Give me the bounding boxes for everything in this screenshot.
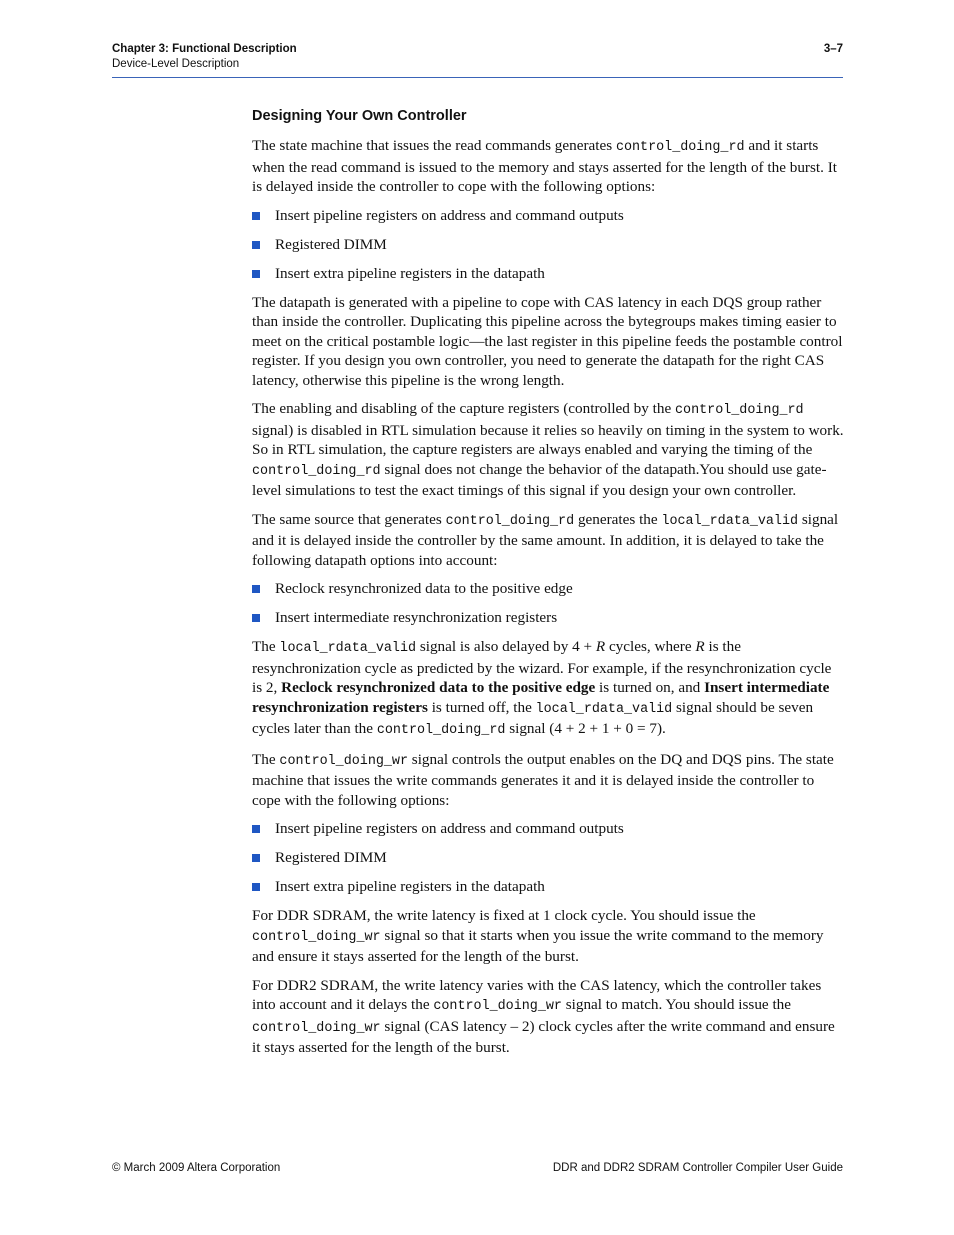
list-item: Registered DIMM: [252, 848, 844, 868]
square-bullet-icon: [252, 825, 260, 833]
code-signal: local_rdata_valid: [661, 513, 799, 529]
footer-copyright: © March 2009 Altera Corporation: [112, 1162, 281, 1174]
code-signal: control_doing_wr: [433, 999, 562, 1014]
square-bullet-icon: [252, 241, 260, 249]
paragraph-6: The control_doing_wr signal controls the output enables on the DQ and DQS pins. The state machine that issues the write commands generates it and it is delayed inside the controller to cope with the following options:: [252, 750, 834, 809]
square-bullet-icon: [252, 585, 260, 593]
square-bullet-icon: [252, 614, 260, 622]
code-signal: control_doing_rd: [252, 463, 381, 479]
paragraph-4: The same source that generates control_doing_rd generates the local_rdata_valid signal and it is delayed inside the controller by the same amount. In addition, it is delayed to take the following datapath options into account:: [252, 510, 839, 569]
options-list-1: [252, 206, 844, 284]
page-number: 3–7: [823, 43, 843, 55]
page-content: [252, 106, 844, 1067]
paragraph-3: The enabling and disabling of the capture registers (controlled by the control_doing_rd signal) is disabled in RTL simulation because it relies so heavily on timing in the system to work. So in RTL simulation, the capture registers are always enabled and varying the timing of the control_doing_rd signal does not change the behavior of the datapath.You should use gate-level simulations to test the exact timings of this signal if you design your own controller.: [252, 400, 844, 499]
list-item: Insert pipeline registers on address and command outputs: [252, 206, 844, 226]
square-bullet-icon: [252, 854, 260, 862]
square-bullet-icon: [252, 883, 260, 891]
square-bullet-icon: [252, 270, 260, 278]
code-signal: control_doing_rd: [615, 140, 745, 155]
code-signal: control_doing_wr: [279, 753, 408, 769]
section-heading: Designing Your Own Controller: [252, 108, 467, 124]
list-item: Insert extra pipeline registers in the datapath: [252, 264, 844, 284]
list-item: Reclock resynchronized data to the positive edge: [252, 579, 844, 599]
paragraph-1: The state machine that issues the read commands generates control_doing_rd and it starts when the read command is issued to the memory and stays asserted for the length of the burst. It is delayed inside the controller to cope with the following options:: [252, 137, 837, 195]
code-signal: local_rdata_valid: [535, 701, 673, 717]
paragraph-8: For DDR2 SDRAM, the write latency varies with the CAS latency, which the controller takes into account and it delays the control_doing_wr signal to match. You should issue the control_doing_wr signal (CAS latency – 2) clock cycles after the write command and ensure it stays asserted for the length of the burst.: [252, 976, 835, 1056]
paragraph-5: The local_rdata_valid signal is also delayed by 4 + R cycles, where R is the resynchronization cycle as predicted by the wizard. For example, if the resynchronization cycle is 2, Reclock resynchronized data to the positive edge is turned on, and Insert intermediate resynchronization registers is turned off, the local_rdata_valid signal should be seven cycles later than the control_doing_rd signal (4 + 2 + 1 + 0 = 7).: [252, 638, 832, 738]
code-signal: local_rdata_valid: [279, 641, 417, 656]
list-item: Insert intermediate resynchronization registers: [252, 608, 844, 628]
list-item: Insert pipeline registers on address and command outputs: [252, 819, 844, 839]
code-signal: control_doing_rd: [675, 403, 804, 418]
footer-guide-title: DDR and DDR2 SDRAM Controller Compiler User Guide: [552, 1162, 843, 1174]
header-section: Device-Level Description: [112, 58, 240, 70]
option-name: Reclock resynchronized data to the positive edge: [281, 679, 596, 696]
options-list-2: [252, 579, 844, 628]
code-signal: control_doing_rd: [376, 723, 506, 738]
header-rule: [112, 77, 843, 78]
paragraph-7: For DDR SDRAM, the write latency is fixed at 1 clock cycle. You should issue the control_doing_wr signal so that it starts when you issue the write command to the memory and ensure it stays asserted for the length of the burst.: [252, 907, 824, 965]
list-item: Insert extra pipeline registers in the datapath: [252, 877, 844, 897]
square-bullet-icon: [252, 212, 260, 220]
code-signal: control_doing_rd: [445, 513, 575, 529]
option-name: Insert intermediate resynchronization registers: [252, 679, 830, 716]
options-list-3: [252, 819, 844, 897]
code-signal: control_doing_wr: [252, 929, 381, 945]
paragraph-2: The datapath is generated with a pipeline to cope with CAS latency in each DQS group rather than inside the controller. Duplicating this pipeline across the bytegroups makes timing easier to meet on the critical postamble logic—the last register in this pipeline feeds the postamble control register. If you design you own controller, you need to generate the datapath for the right CAS latency, otherwise this pipeline is the wrong length.: [252, 293, 843, 389]
code-signal: control_doing_wr: [252, 1020, 381, 1036]
header-chapter: Chapter 3: Functional Description: [112, 43, 297, 55]
list-item: Registered DIMM: [252, 235, 844, 255]
